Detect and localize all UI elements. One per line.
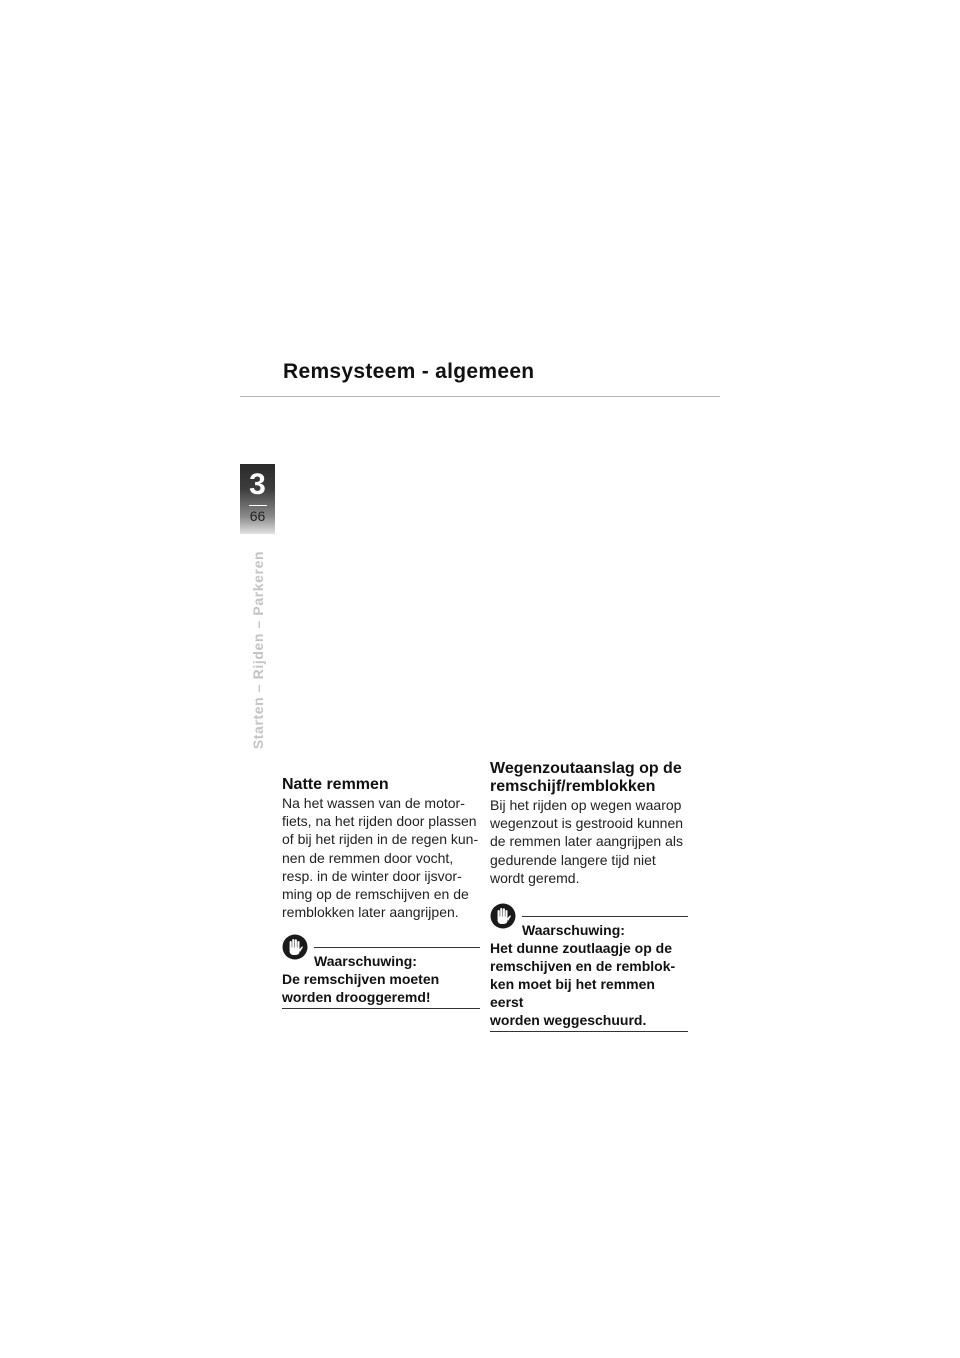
- warning-title: Waarschuwing:: [314, 953, 417, 970]
- page-title: Remsysteem - algemeen: [283, 360, 535, 383]
- section-heading: Natte remmen: [282, 776, 389, 793]
- section-heading: Wegenzoutaanslag op de remschijf/remblokken: [490, 760, 682, 795]
- warning-box: [282, 934, 480, 1009]
- page-number: 66: [249, 508, 266, 524]
- title-divider: [240, 396, 720, 397]
- chapter-side-label: Starten – Rijden – Parkeren: [250, 550, 266, 750]
- warning-text: De remschijven moeten worden drooggeremd!: [282, 971, 440, 1006]
- section-body: Na het wassen van de motor- fiets, na het rijden door plassen of bij het rijden in de regen kun- nen de remmen door vocht, resp. in de winter door ijsvor- ming op de remschijven en de remblokken later aangrijpen.: [282, 795, 479, 921]
- warning-rule-bottom: [282, 1008, 480, 1009]
- section-wegenzoutaanslag: [490, 760, 688, 1032]
- chapter-number: 3: [249, 468, 266, 501]
- warning-rule-top: [522, 916, 688, 917]
- stop-hand-icon: [282, 934, 308, 960]
- warning-title: Waarschuwing:: [522, 922, 625, 939]
- warning-rule-top: [314, 947, 480, 948]
- warning-rule-bottom: [490, 1031, 688, 1032]
- section-natte-remmen: [282, 776, 480, 1009]
- warning-box: [490, 903, 688, 1032]
- chapter-divider: [249, 505, 267, 506]
- chapter-tab: [240, 464, 275, 534]
- stop-hand-icon: [490, 903, 516, 929]
- warning-text: Het dunne zoutlaagje op de remschijven en de remblok- ken moet bij het remmen eerst worden weggeschuurd.: [490, 940, 676, 1029]
- section-body: Bij het rijden op wegen waarop wegenzout is gestrooid kunnen de remmen later aangrijpen als gedurende langere tijd niet wordt geremd.: [490, 797, 684, 886]
